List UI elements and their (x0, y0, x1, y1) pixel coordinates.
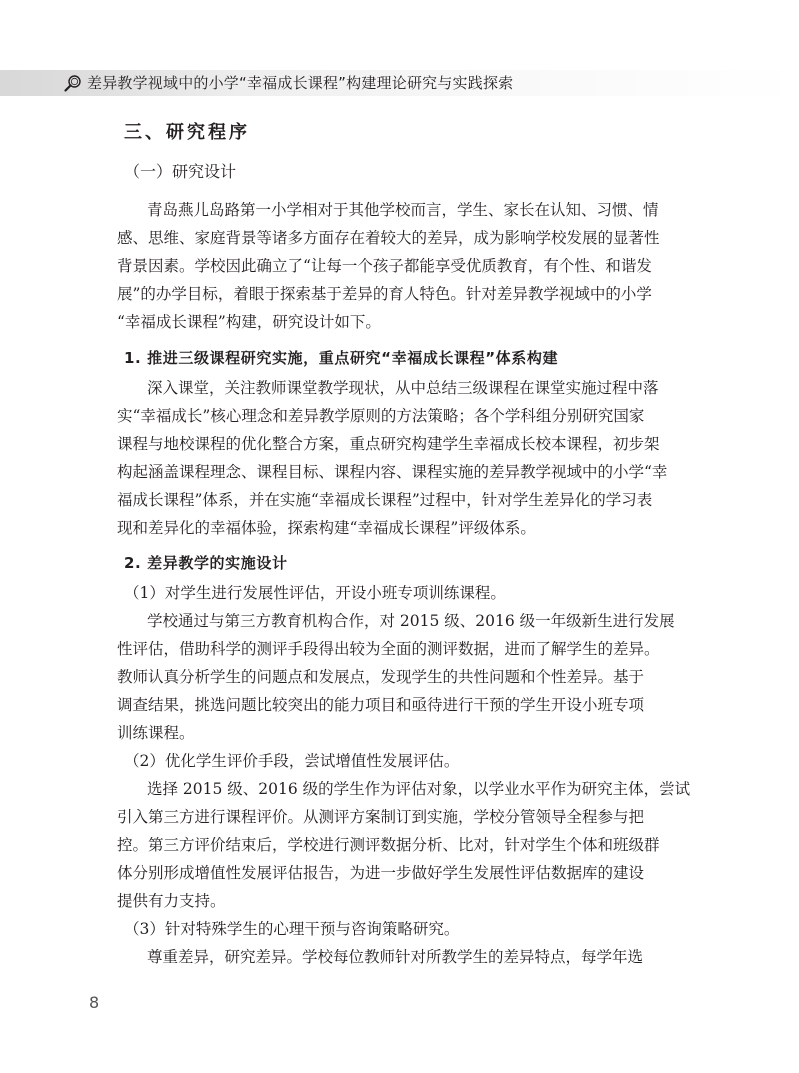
paragraph-line: 引入第三方进行课程评价。从测评方案制订到实施，学校分管领导全程参与把 (117, 808, 645, 826)
paragraph-line: 青岛燕儿岛路第一小学相对于其他学校而言，学生、家长在认知、习惯、情 (147, 201, 659, 219)
paragraph-line: 展”的办学目标，着眼于探索基于差异的育人特色。针对差异教学视域中的小学 (117, 285, 652, 303)
magnifier-icon (64, 74, 82, 92)
paragraph-line: 感、思维、家庭背景等诸多方面存在着较大的差异，成为影响学校发展的显著性 (117, 229, 660, 247)
subsection-title: （一）研究设计 (124, 162, 237, 181)
paragraph-line: 提供有力支持。 (117, 892, 226, 910)
item-title: （2）优化学生评价手段，尝试增值性发展评估。 (124, 752, 460, 770)
paragraph-line: 训练课程。 (117, 724, 195, 742)
paragraph-line: 教师认真分析学生的问题点和发展点，发现学生的共性问题和个性差异。基于 (117, 668, 645, 686)
paragraph-line: 控。第三方评价结束后，学校进行测评数据分析、比对，针对学生个体和班级群 (117, 836, 660, 854)
item-title: （3）针对特殊学生的心理干预与咨询策略研究。 (124, 920, 460, 938)
paragraph-line: 性评估，借助科学的测评手段得出较为全面的测评数据，进而了解学生的差异。 (117, 640, 660, 658)
paragraph-line: 选择 2015 级、2016 级的学生作为评估对象，以学业水平作为研究主体，尝试 (147, 780, 691, 798)
paragraph-line: 调查结果，挑选问题比较突出的能力项目和亟待进行干预的学生开设小班专项 (117, 696, 645, 714)
paragraph-line: 学校通过与第三方教育机构合作，对 2015 级、2016 级一年级新生进行发展 (147, 612, 675, 630)
paragraph-line: 构起涵盖课程理念、课程目标、课程内容、课程实施的差异教学视域中的小学“幸 (117, 463, 668, 481)
paragraph-line: 体分别形成增值性发展评估报告，为进一步做好学生发展性评估数据库的建设 (117, 864, 645, 882)
paragraph-line: 尊重差异，研究差异。学校每位教师针对所教学生的差异特点，每学年选 (147, 948, 644, 966)
paragraph-line: 实“幸福成长”核心理念和差异教学原则的方法策略；各个学科组分别研究国家 (117, 407, 645, 425)
heading-1: 1. 推进三级课程研究实施，重点研究“幸福成长课程”体系构建 (124, 349, 559, 367)
paragraph-line: 现和差异化的幸福体验，探索构建“幸福成长课程”评级体系。 (117, 519, 536, 537)
item-title: （1）对学生进行发展性评估，开设小班专项训练课程。 (124, 584, 506, 602)
paragraph-line: 课程与地校课程的优化整合方案，重点研究构建学生幸福成长校本课程，初步架 (117, 435, 660, 453)
paragraph-line: 深入课堂，关注教师课堂教学现状，从中总结三级课程在课堂实施过程中落 (147, 379, 659, 397)
paragraph-line: 福成长课程”体系，并在实施“幸福成长课程”过程中，针对学生差异化的学习表 (117, 491, 653, 509)
section-title: 三、研究程序 (124, 122, 250, 143)
paragraph-line: 背景因素。学校因此确立了“让每一个孩子都能享受优质教育，有个性、和谐发 (117, 257, 652, 275)
paragraph-line: “幸福成长课程”构建，研究设计如下。 (117, 313, 381, 331)
running-header-title: 差异教学视域中的小学“幸福成长课程”构建理论研究与实践探索 (87, 74, 514, 92)
heading-2: 2. 差异教学的实施设计 (124, 554, 288, 572)
page-number: 8 (89, 993, 100, 1012)
